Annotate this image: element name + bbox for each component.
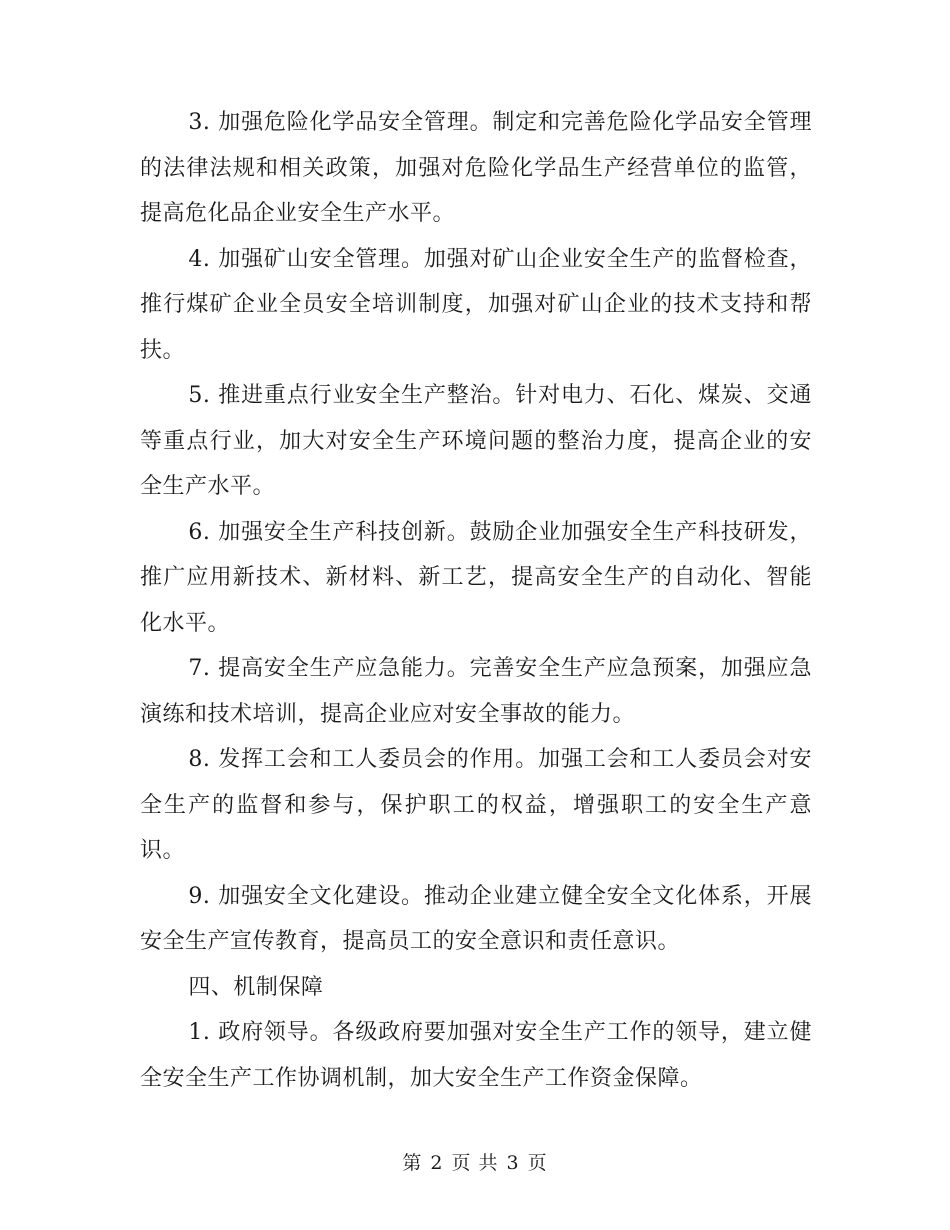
section-paragraph-1: 1. 政府领导。各级政府要加强对安全生产工作的领导，建立健全安全生产工作协调机制，加大安全生产工作资金保障。 xyxy=(140,1020,812,1091)
paragraph-item-9: 9. 加强安全文化建设。推动企业建立健全安全文化体系，开展安全生产宣传教育，提高员工的安全意识和责任意识。 xyxy=(140,883,812,954)
paragraph-item-3: 3. 加强危险化学品安全管理。制定和完善危险化学品安全管理的法律法规和相关政策，加强对危险化学品生产经营单位的监管，提高危化品企业安全生产水平。 xyxy=(140,110,812,226)
footer-middle: 页 共 xyxy=(451,1152,499,1174)
footer-suffix: 页 xyxy=(527,1152,548,1174)
footer-prefix: 第 xyxy=(402,1152,423,1174)
paragraph-item-8: 8. 发挥工会和工人委员会的作用。加强工会和工人委员会对安全生产的监督和参与，保护职工的权益，增强职工的安全生产意识。 xyxy=(140,747,812,863)
section-heading: 四、机制保障 xyxy=(188,974,324,1000)
footer-total-pages: 3 xyxy=(506,1152,520,1174)
footer-page-number: 2 xyxy=(430,1152,444,1174)
paragraph-item-6: 6. 加强安全生产科技创新。鼓励企业加强安全生产科技研发，推广应用新技术、新材料、新工艺，提高安全生产的自动化、智能化水平。 xyxy=(140,519,812,636)
paragraph-item-5: 5. 推进重点行业安全生产整治。针对电力、石化、煤炭、交通等重点行业，加大对安全生产环境问题的整治力度，提高企业的安全生产水平。 xyxy=(140,383,812,499)
page-footer xyxy=(0,1148,950,1175)
paragraph-item-7: 7. 提高安全生产应急能力。完善安全生产应急预案，加强应急演练和技术培训，提高企业应对安全事故的能力。 xyxy=(140,656,812,727)
paragraph-item-4: 4. 加强矿山安全管理。加强对矿山企业安全生产的监督检查，推行煤矿企业全员安全培训制度，加强对矿山企业的技术支持和帮扶。 xyxy=(140,246,812,363)
document-body xyxy=(140,100,812,1101)
